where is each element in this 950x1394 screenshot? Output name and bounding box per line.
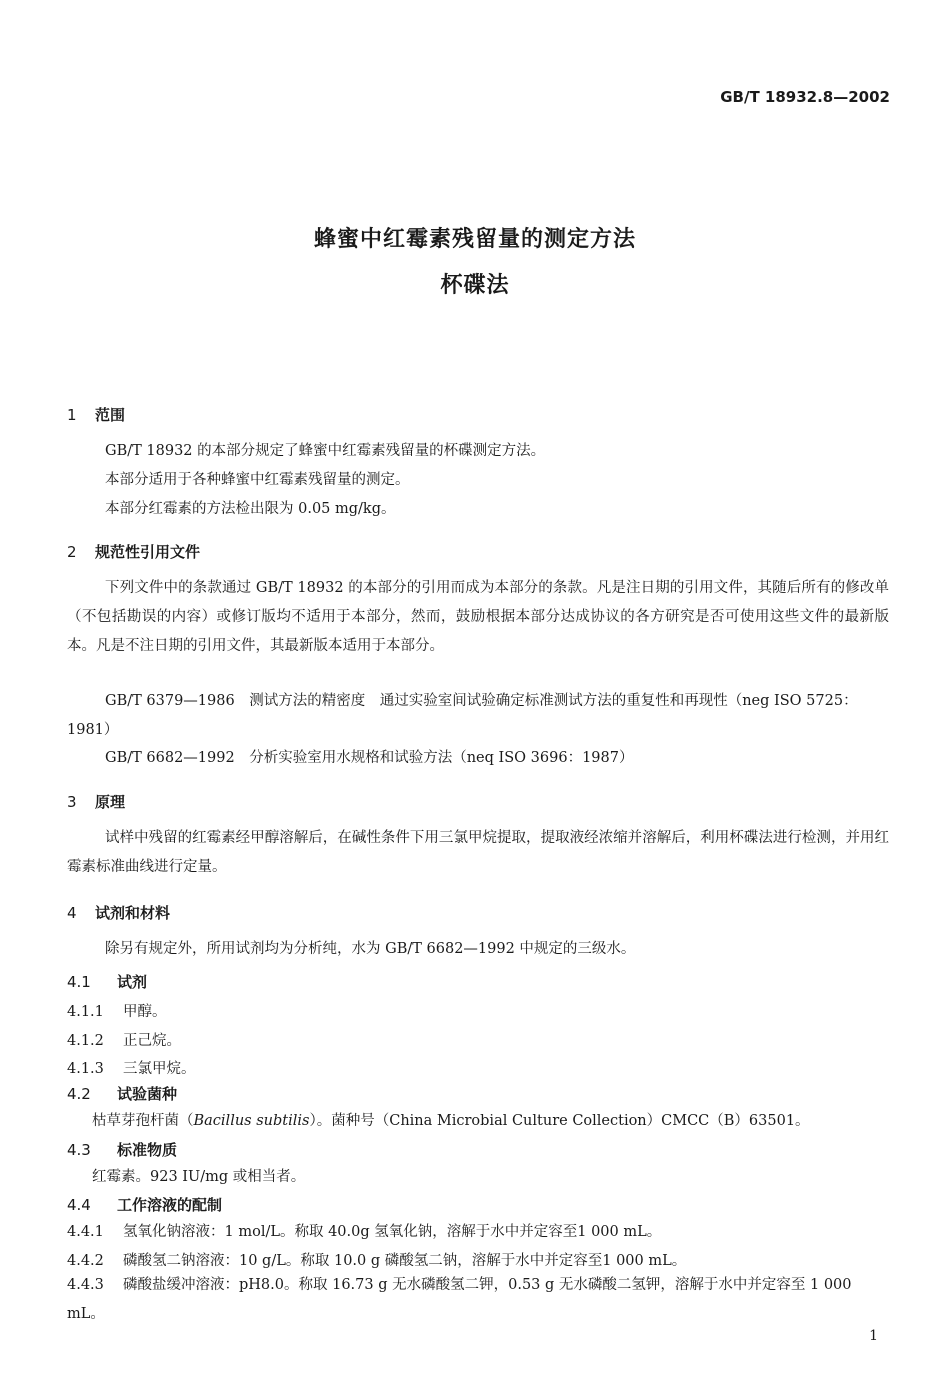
section-title: 试验菌种 (117, 1085, 178, 1103)
section-1-para-3: 本部分红霉素的方法检出限为 0.05 mg/kg。 (105, 501, 396, 517)
item-4-1-1 (67, 1000, 167, 1021)
section-4-para-1: 除另有规定外，所用试剂均为分析纯，水为 GB/T 6682—1992 中规定的三级水。 (105, 941, 636, 957)
section-3-heading (67, 791, 125, 812)
section-title: 原理 (95, 793, 126, 811)
section-4-4-heading (67, 1194, 222, 1215)
item-number: 4.1.1 (67, 1004, 104, 1020)
section-3-para-1: 试样中残留的红霉素经甲醇溶解后，在碱性条件下用三氯甲烷提取，提取液经浓缩并溶解后，利用杯碟法进行检测，并用红霉素标准曲线进行定量。 (67, 830, 889, 875)
section-number: 1 (67, 406, 77, 424)
section-number: 4 (67, 904, 77, 922)
text-part: 枯草芽孢杆菌（ (92, 1113, 194, 1129)
item-text: 正己烷。 (123, 1033, 181, 1049)
item-4-4-3 (67, 1271, 889, 1329)
item-4-1-2 (67, 1029, 181, 1050)
item-number: 4.4.3 (67, 1277, 104, 1293)
item-4-4-2 (67, 1249, 686, 1270)
section-number: 4.4 (67, 1196, 91, 1214)
item-number: 4.1.3 (67, 1061, 104, 1077)
section-1-para-2: 本部分适用于各种蜂蜜中红霉素残留量的测定。 (105, 472, 410, 488)
section-number: 4.1 (67, 973, 91, 991)
text-part: ）。菌种号（China Microbial Culture Collection）CMCC（B）63501。 (309, 1113, 810, 1129)
document-title: 蜂蜜中红霉素残留量的测定方法 (313, 227, 636, 252)
species-name: Bacillus subtilis (193, 1113, 310, 1129)
section-number: 4.3 (67, 1141, 91, 1159)
section-2-ref-1: GB/T 6379—1986 测试方法的精密度 通过实验室间试验确定标准测试方法的重复性和再现性（neg ISO 5725：1981） (67, 693, 858, 738)
item-number: 4.1.2 (67, 1033, 104, 1049)
section-title: 试剂和材料 (95, 904, 171, 922)
item-text: 磷酸盐缓冲溶液：pH8.0。称取 16.73 g 无水磷酸氢二钾，0.53 g 无水磷酸二氢钾，溶解于水中并定容至 1 000 mL。 (67, 1277, 852, 1322)
item-number: 4.4.1 (67, 1224, 104, 1240)
section-2-para-1: 下列文件中的条款通过 GB/T 18932 的本部分的引用而成为本部分的条款。凡是注日期的引用文件，其随后所有的修改单（不包括勘误的内容）或修订版均不适用于本部分，然而，鼓励根据本部分达成协议的各方研究是否可使用这些文件的最新版本。凡是不注日期的引用文件，其最新版本适用于本部分。 (67, 580, 889, 654)
section-4-2-text (92, 1109, 810, 1130)
item-text: 三氯甲烷。 (123, 1061, 196, 1077)
item-number: 4.4.2 (67, 1253, 104, 1269)
document-subtitle: 杯碟法 (440, 273, 510, 298)
item-text: 磷酸氢二钠溶液：10 g/L。称取 10.0 g 磷酸氢二钠，溶解于水中并定容至1 000 mL。 (123, 1253, 687, 1269)
item-4-1-3 (67, 1057, 196, 1078)
standard-code: GB/T 18932.8—2002 (720, 88, 890, 106)
section-title: 规范性引用文件 (95, 543, 201, 561)
page-number: 1 (869, 1328, 878, 1344)
section-4-1-heading (67, 971, 147, 992)
section-2-heading (67, 541, 200, 562)
section-1-para-1: GB/T 18932 的本部分规定了蜂蜜中红霉素残留量的杯碟测定方法。 (105, 443, 546, 459)
item-text: 氢氧化钠溶液：1 mol/L。称取 40.0g 氢氧化钠，溶解于水中并定容至1 000 mL。 (123, 1224, 662, 1240)
section-title: 试剂 (117, 973, 148, 991)
section-title: 工作溶液的配制 (117, 1196, 223, 1214)
section-title: 标准物质 (117, 1141, 178, 1159)
section-1-heading (67, 404, 125, 425)
section-title: 范围 (95, 406, 126, 424)
section-4-3-heading (67, 1139, 177, 1160)
item-4-4-1 (67, 1220, 661, 1241)
section-4-heading (67, 902, 170, 923)
section-4-2-heading (67, 1083, 177, 1104)
section-number: 3 (67, 793, 77, 811)
section-number: 4.2 (67, 1085, 91, 1103)
section-4-3-text: 红霉素。923 IU/mg 或相当者。 (92, 1169, 306, 1185)
item-text: 甲醇。 (123, 1004, 167, 1020)
section-number: 2 (67, 543, 77, 561)
section-2-ref-2: GB/T 6682—1992 分析实验室用水规格和试验方法（neq ISO 3696：1987） (105, 750, 634, 766)
